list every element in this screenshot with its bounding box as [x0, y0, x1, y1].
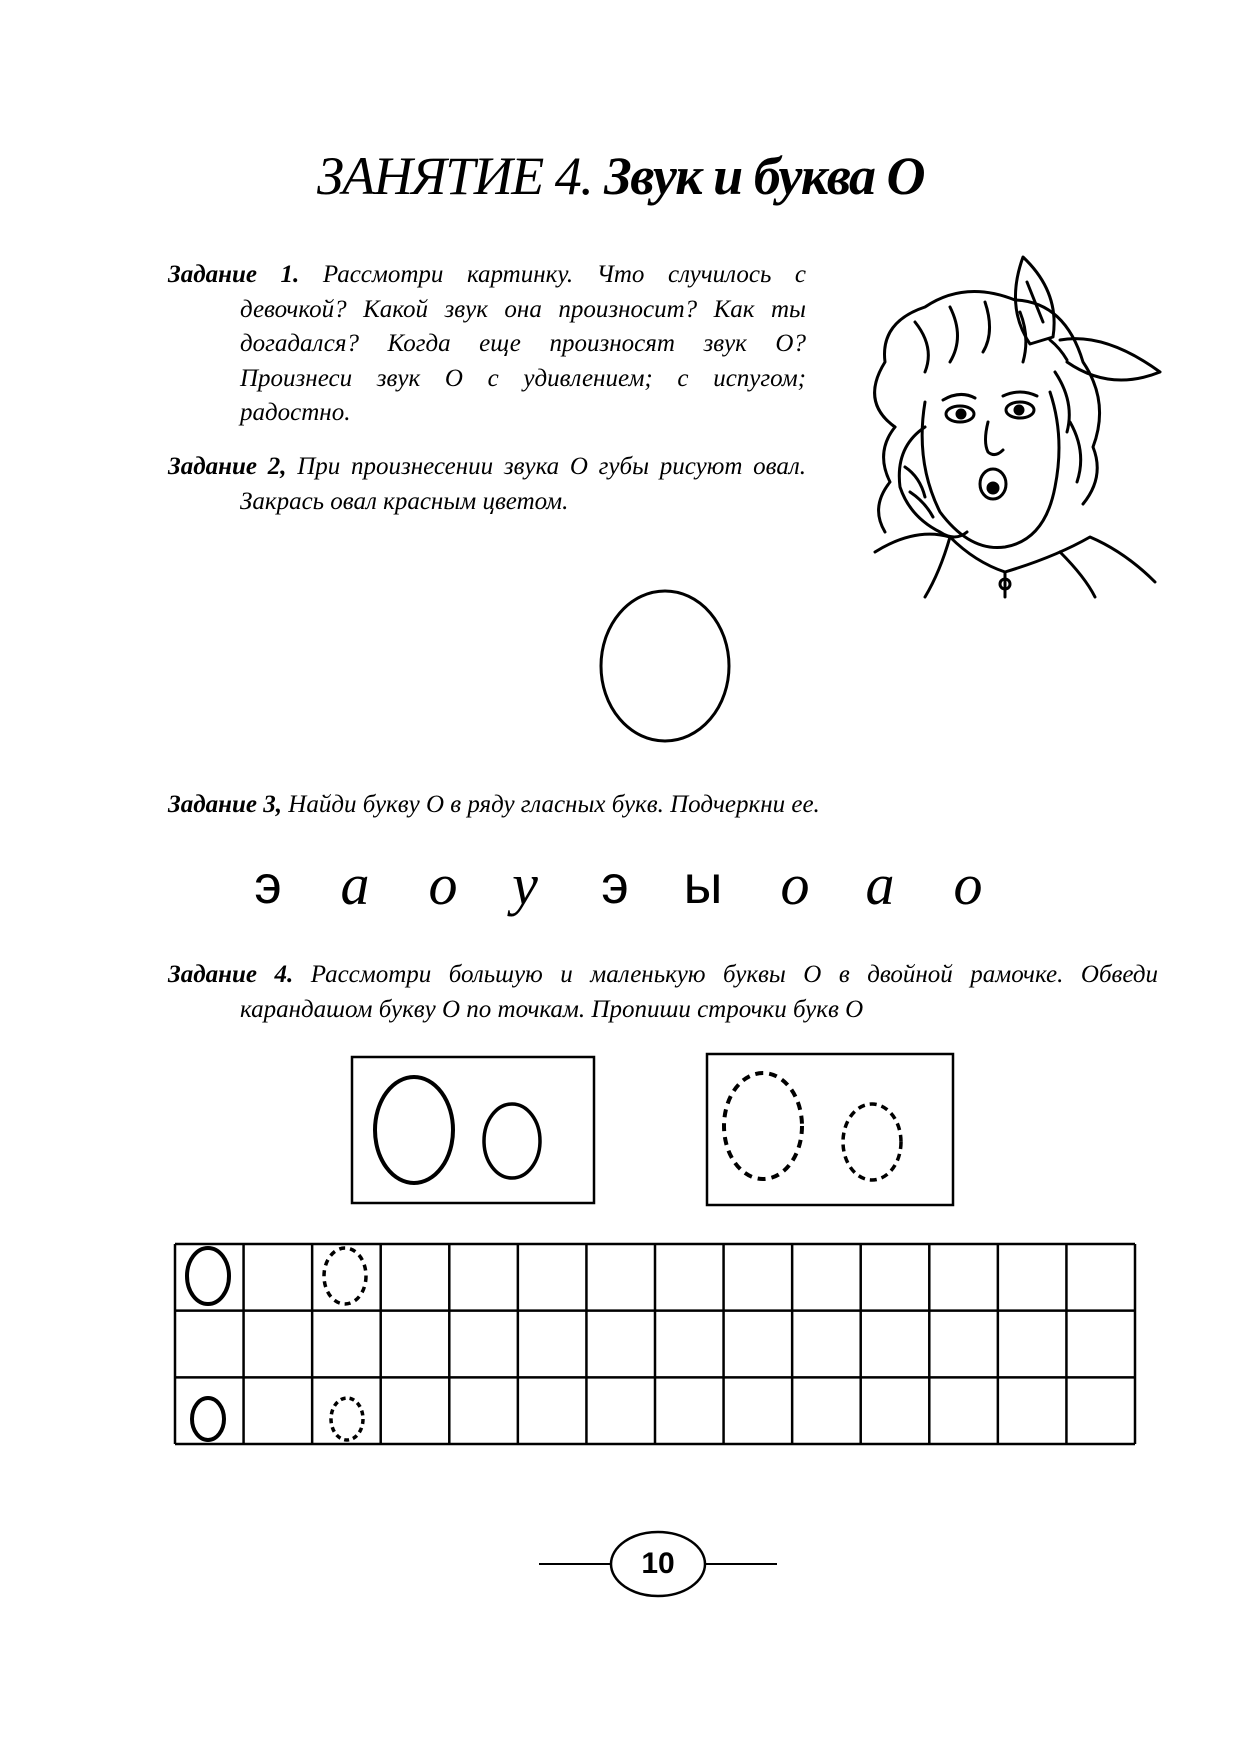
vowel-letter[interactable]: а [865, 852, 895, 917]
dotted-big-letter-o[interactable] [724, 1073, 802, 1179]
small-letter-o [484, 1104, 540, 1178]
dotted-letter-box [705, 1052, 955, 1207]
task-2-label: Задание 2, [168, 453, 287, 480]
vowel-letter[interactable]: у [512, 852, 538, 917]
task-2 [168, 450, 806, 519]
task-3 [168, 788, 1068, 823]
vowel-letter[interactable]: э [254, 855, 282, 915]
dotted-small-letter-o[interactable] [843, 1104, 901, 1180]
grid-sample-big-o [187, 1248, 229, 1304]
task-2-text: При произнесении звука О губы рисуют овал. Закрась овал красным цветом. [240, 453, 807, 515]
page-title [0, 145, 1241, 207]
vowel-letter[interactable]: о [428, 852, 458, 917]
task-3-label: Задание 3, [168, 791, 283, 818]
vowel-letter[interactable]: о [780, 852, 810, 917]
lesson-topic: Звук и буква О [604, 146, 925, 206]
task-1 [168, 258, 806, 431]
grid-dotted-big-o[interactable] [324, 1248, 366, 1304]
page-number: 10 [641, 1547, 675, 1580]
vowel-letter[interactable]: а [340, 852, 370, 917]
writing-grid[interactable] [173, 1242, 1137, 1446]
task-1-label: Задание 1. [168, 261, 300, 288]
girl-illustration [855, 252, 1175, 602]
task-4 [168, 958, 1158, 1027]
solid-letter-box [350, 1055, 596, 1205]
grid-dotted-small-o[interactable] [331, 1398, 363, 1440]
vowel-row [0, 850, 1241, 920]
lesson-number: ЗАНЯТИЕ 4. [316, 146, 593, 206]
task-4-text: Рассмотри большую и маленькую буквы О в двойной рамочке. Обведи карандашом букву О по точкам. Пропиши строчки букв О [240, 961, 1158, 1023]
vowel-letter[interactable]: ы [683, 855, 723, 915]
task-1-text: Рассмотри картинку. Что случилось с девочкой? Какой звук она произносит? Как ты догадался? Когда еще произносят звук О? Произнеси звук О с удивлением; с испугом; радостно. [240, 261, 807, 426]
task-3-text: Найди букву О в ряду гласных букв. Подчеркни ее. [288, 791, 820, 818]
task-4-label: Задание 4. [168, 961, 294, 988]
big-letter-o [375, 1077, 453, 1183]
vowel-letter[interactable]: э [601, 855, 629, 915]
oval-to-color[interactable] [595, 586, 735, 746]
grid-lines [175, 1244, 1135, 1444]
grid-sample-small-o [192, 1398, 224, 1440]
vowel-letter[interactable]: о [953, 852, 983, 917]
